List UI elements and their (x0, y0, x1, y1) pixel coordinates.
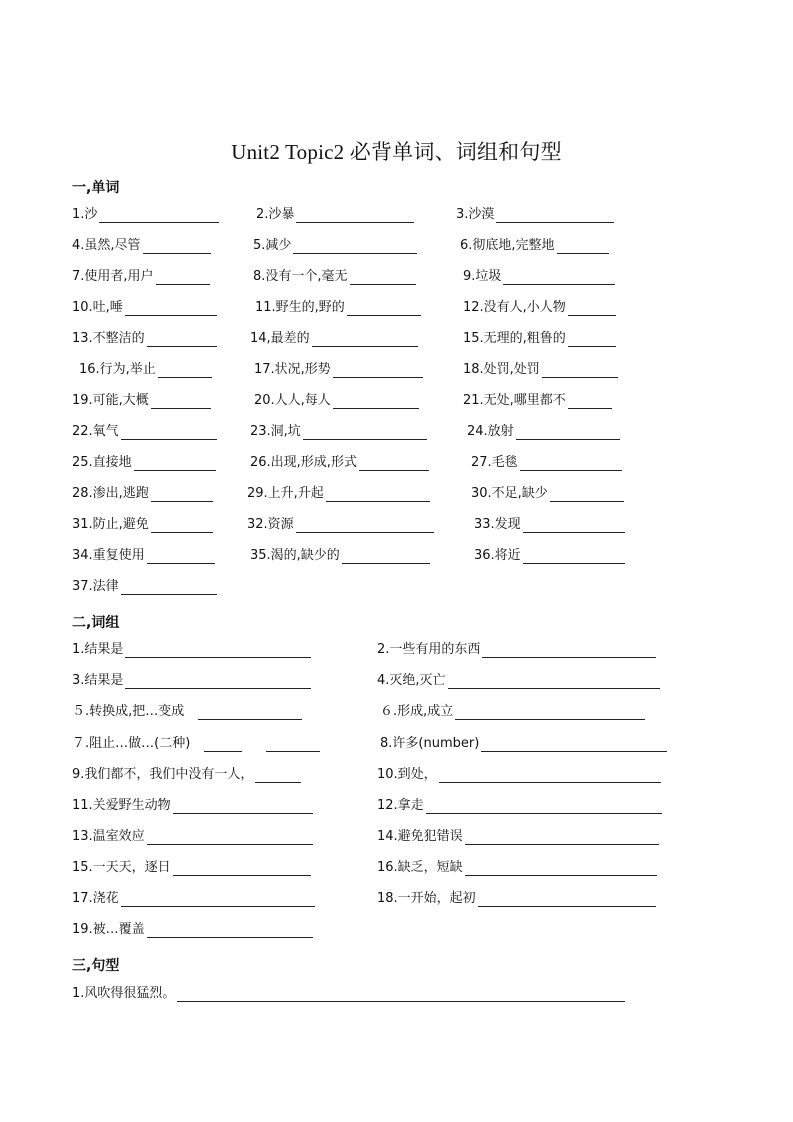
answer-blank[interactable] (293, 239, 417, 254)
answer-blank[interactable] (568, 394, 612, 409)
answer-blank[interactable] (198, 705, 302, 720)
answer-blank[interactable] (125, 301, 217, 316)
word-item: 23.洞,坑 (250, 424, 427, 440)
word-item: 12.没有人,小人物 (463, 300, 616, 316)
word-item: 7.使用者,用户 (72, 269, 210, 285)
answer-blank[interactable] (204, 737, 242, 752)
answer-blank[interactable] (303, 425, 427, 440)
answer-blank[interactable] (147, 549, 215, 564)
answer-blank[interactable] (550, 487, 624, 502)
answer-blank[interactable] (326, 487, 430, 502)
word-item: 24.放射 (467, 424, 620, 440)
answer-blank[interactable] (523, 549, 625, 564)
phrase-item: ５.转换成,把…变成 (72, 704, 302, 720)
word-item: 19.可能,大概 (72, 393, 211, 409)
phrase-item: 12.拿走 (377, 798, 662, 814)
answer-blank[interactable] (99, 208, 219, 223)
answer-blank[interactable] (121, 892, 315, 907)
word-item: 30.不足,缺少 (471, 486, 624, 502)
word-item: 20.人人,每人 (254, 393, 419, 409)
answer-blank[interactable] (523, 518, 625, 533)
answer-blank[interactable] (151, 394, 211, 409)
word-item: 33.发现 (474, 517, 625, 533)
word-item: 15.无理的,粗鲁的 (463, 331, 616, 347)
word-item: 32.资源 (247, 517, 434, 533)
word-item: 16.行为,举止 (79, 362, 212, 378)
answer-blank[interactable] (568, 301, 616, 316)
word-item: 2.沙暴 (256, 207, 414, 223)
answer-blank[interactable] (177, 987, 625, 1002)
word-item: 18.处罚,处罚 (463, 362, 618, 378)
answer-blank[interactable] (465, 861, 657, 876)
answer-blank[interactable] (482, 643, 656, 658)
phrase-item: 16.缺乏，短缺 (377, 860, 657, 876)
word-item: 28.渗出,逃跑 (72, 486, 213, 502)
word-item: 8.没有一个,毫无 (253, 269, 416, 285)
phrase-item: 17.浇花 (72, 891, 315, 907)
sentence-item: 1.风吹得很猛烈。 (72, 986, 625, 1002)
answer-blank[interactable] (312, 332, 418, 347)
phrase-item: 14.避免犯错误 (377, 829, 659, 845)
phrase-item: 8.许多(number) (380, 736, 667, 752)
word-item: 31.防止,避免 (72, 517, 213, 533)
answer-blank[interactable] (151, 518, 213, 533)
word-item: 10.吐,唾 (72, 300, 217, 316)
word-item: 37.法律 (72, 579, 217, 595)
answer-blank[interactable] (496, 208, 614, 223)
word-item: 6.彻底地,完整地 (460, 238, 609, 254)
answer-blank[interactable] (568, 332, 616, 347)
word-item: 34.重复使用 (72, 548, 215, 564)
phrase-item: 13.温室效应 (72, 829, 313, 845)
page-title: Unit2 Topic2 必背单词、词组和句型 (231, 140, 562, 164)
answer-blank[interactable] (156, 270, 210, 285)
answer-blank[interactable] (255, 768, 301, 783)
word-item: 4.虽然,尽管 (72, 238, 211, 254)
answer-blank[interactable] (455, 705, 645, 720)
word-item: 22.氧气 (72, 424, 217, 440)
answer-blank[interactable] (143, 239, 211, 254)
answer-blank[interactable] (333, 363, 423, 378)
phrase-item: 10.到处， (377, 767, 661, 783)
answer-blank[interactable] (296, 208, 414, 223)
answer-blank[interactable] (333, 394, 419, 409)
answer-blank[interactable] (342, 549, 430, 564)
word-item: 21.无处,哪里都不 (463, 393, 612, 409)
word-item: 29.上升,升起 (247, 486, 430, 502)
word-item: 26.出现,形成,形式 (250, 455, 429, 471)
phrase-item: 1.结果是 (72, 642, 311, 658)
answer-blank[interactable] (350, 270, 416, 285)
answer-blank[interactable] (296, 518, 434, 533)
answer-blank[interactable] (147, 332, 217, 347)
answer-blank[interactable] (359, 456, 429, 471)
answer-blank[interactable] (151, 487, 213, 502)
phrase-item: 19.被…覆盖 (72, 922, 313, 938)
word-item: 13.不整洁的 (72, 331, 217, 347)
answer-blank[interactable] (266, 737, 320, 752)
phrase-item: ６.形成,成立 (380, 704, 645, 720)
answer-blank[interactable] (439, 768, 661, 783)
word-item: 27.毛毯 (471, 455, 622, 471)
phrase-item: ７.阻止…做…(二种) (72, 736, 320, 752)
answer-blank[interactable] (516, 425, 620, 440)
answer-blank[interactable] (426, 799, 662, 814)
answer-blank[interactable] (347, 301, 421, 316)
word-item: 17.状况,形势 (254, 362, 423, 378)
section-heading-sentences: 三,句型 (72, 958, 120, 974)
section-heading-phrases: 二,词组 (72, 615, 120, 631)
answer-blank[interactable] (125, 643, 311, 658)
word-item: 11.野生的,野的 (255, 300, 421, 316)
phrase-item: 2.一些有用的东西 (377, 642, 656, 658)
answer-blank[interactable] (134, 456, 216, 471)
section-heading-words: 一,单词 (72, 180, 120, 196)
answer-blank[interactable] (173, 861, 311, 876)
phrase-item: 4.灭绝,灭亡 (377, 673, 660, 689)
word-item: 36.将近 (474, 548, 625, 564)
answer-blank[interactable] (542, 363, 618, 378)
word-item: 1.沙 (72, 207, 219, 223)
answer-blank[interactable] (481, 737, 667, 752)
phrase-item: 3.结果是 (72, 673, 311, 689)
word-item: 35.渴的,缺少的 (250, 548, 430, 564)
answer-blank[interactable] (478, 892, 656, 907)
answer-blank[interactable] (121, 580, 217, 595)
word-item: 5.减少 (253, 238, 417, 254)
answer-blank[interactable] (465, 830, 659, 845)
answer-blank[interactable] (158, 363, 212, 378)
answer-blank[interactable] (520, 456, 622, 471)
answer-blank[interactable] (557, 239, 609, 254)
answer-blank[interactable] (147, 923, 313, 938)
phrase-item: 11.关爱野生动物 (72, 798, 313, 814)
phrase-item: 18.一开始，起初 (377, 891, 656, 907)
phrase-item: 15.一天天，逐日 (72, 860, 311, 876)
phrase-item: 9.我们都不，我们中没有一人， (72, 767, 301, 783)
answer-blank[interactable] (147, 830, 313, 845)
answer-blank[interactable] (448, 674, 660, 689)
answer-blank[interactable] (173, 799, 313, 814)
word-item: 25.直接地 (72, 455, 216, 471)
word-item: 14,最差的 (250, 331, 418, 347)
word-item: 3.沙漠 (456, 207, 614, 223)
answer-blank[interactable] (121, 425, 217, 440)
answer-blank[interactable] (125, 674, 311, 689)
answer-blank[interactable] (503, 270, 615, 285)
word-item: 9.垃圾 (463, 269, 615, 285)
